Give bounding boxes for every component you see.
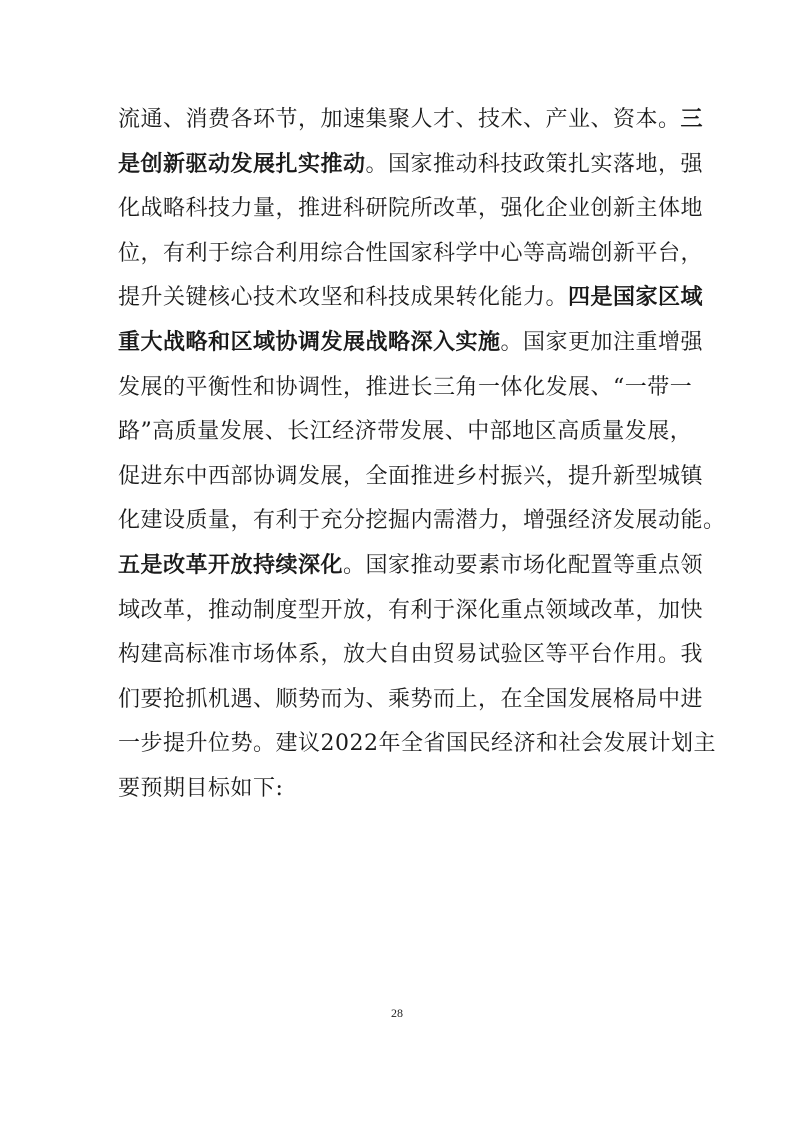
text-line bbox=[118, 98, 704, 143]
text-run: 路”高质量发展、长江经济带发展、中部地区高质量发展， bbox=[118, 419, 693, 445]
text-line bbox=[118, 187, 704, 232]
text-run: 位，有利于综合利用综合性国家科学中心等高端创新平台， bbox=[118, 240, 704, 266]
page-number: 28 bbox=[391, 1006, 403, 1020]
text-run: 化战略科技力量，推进科研院所改革，强化企业创新主体地 bbox=[118, 196, 704, 222]
bold-text-run: 三 bbox=[680, 107, 704, 132]
text-line bbox=[118, 410, 693, 455]
text-line bbox=[118, 143, 704, 188]
body-paragraph bbox=[118, 98, 726, 812]
text-run: 发展的平衡性和协调性，推进长三角一体化发展、“一带一 bbox=[118, 374, 693, 400]
text-line bbox=[118, 678, 704, 723]
text-run: 提升关键核心技术攻坚和科技成果转化能力。 bbox=[118, 285, 569, 311]
text-run: 流通、消费各环节，加速集聚人才、技术、产业、资本。 bbox=[118, 107, 681, 132]
text-run: 们要抢抓机遇、顺势而为、乘势而上，在全国发展格局中进 bbox=[118, 686, 704, 712]
text-run: 要预期目标如下: bbox=[118, 775, 284, 801]
text-run: 。国家更加注重增强 bbox=[500, 329, 704, 355]
text-line bbox=[118, 633, 704, 678]
text-line bbox=[118, 366, 693, 411]
text-line bbox=[118, 544, 704, 589]
text-run: 。国家推动要素市场化配置等重点领 bbox=[343, 552, 704, 578]
text-run: 域改革，推动制度型开放，有利于深化重点领域改革，加快 bbox=[118, 597, 704, 623]
bold-text-run: 四是国家区域 bbox=[568, 285, 704, 311]
text-line bbox=[118, 589, 704, 634]
text-line bbox=[118, 276, 704, 321]
text-run: 构建高标准市场体系，放大自由贸易试验区等平台作用。我 bbox=[118, 642, 704, 668]
text-run: 。国家推动科技政策扎实落地，强 bbox=[365, 151, 704, 177]
text-line bbox=[118, 232, 704, 277]
bold-text-run: 重大战略和区域协调发展战略深入实施 bbox=[118, 329, 501, 355]
text-line bbox=[118, 767, 688, 812]
bold-text-run: 是创新驱动发展扎实推动 bbox=[118, 151, 366, 177]
text-line bbox=[118, 499, 726, 544]
text-line bbox=[118, 722, 716, 767]
text-line bbox=[118, 455, 704, 500]
bold-text-run: 五是改革开放持续深化 bbox=[118, 552, 344, 578]
text-run: 一步提升位势。建议2022年全省国民经济和社会发展计划主 bbox=[118, 731, 716, 757]
text-run: 促进东中西部协调发展，全面推进乡村振兴，提升新型城镇 bbox=[118, 463, 704, 489]
text-run: 化建设质量，有利于充分挖掘内需潜力，增强经济发展动能。 bbox=[118, 508, 726, 534]
text-line bbox=[118, 321, 704, 366]
